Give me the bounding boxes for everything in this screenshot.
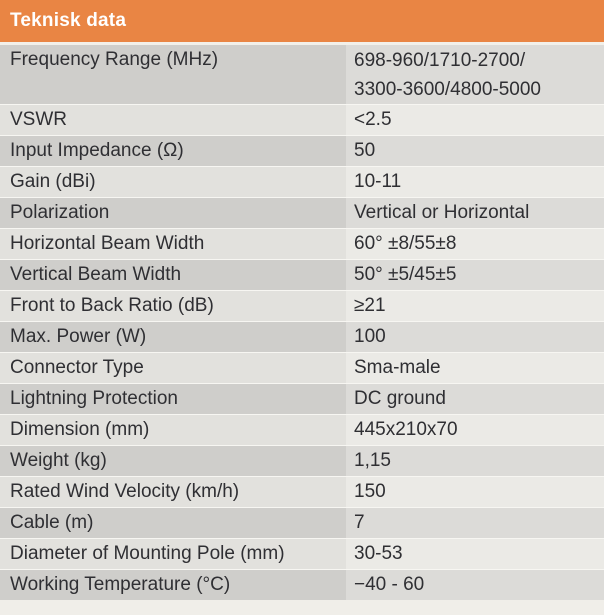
spec-row-gain — [0, 167, 604, 198]
spec-label: VSWR — [0, 105, 346, 136]
spec-row-dimension — [0, 415, 604, 446]
spec-row-connector-type — [0, 353, 604, 384]
spec-row-vswr — [0, 105, 604, 136]
spec-row-cable — [0, 508, 604, 539]
spec-label: Gain (dBi) — [0, 167, 346, 198]
spec-row-rated-wind-velocity — [0, 477, 604, 508]
spec-row-lightning-protection — [0, 384, 604, 415]
spec-row-front-to-back-ratio — [0, 291, 604, 322]
spec-row-horizontal-beam-width — [0, 229, 604, 260]
spec-row-input-impedance — [0, 136, 604, 167]
spec-value: 445x210x70 — [346, 415, 604, 446]
spec-value: −40 - 60 — [346, 570, 604, 601]
spec-label: Weight (kg) — [0, 446, 346, 477]
spec-value: 698-960/1710-2700/ 3300-3600/4800-5000 — [346, 45, 604, 105]
spec-label: Input Impedance (Ω) — [0, 136, 346, 167]
spec-value: 1,15 — [346, 446, 604, 477]
spec-value: 50 — [346, 136, 604, 167]
spec-label: Horizontal Beam Width — [0, 229, 346, 260]
spec-value: 100 — [346, 322, 604, 353]
spec-label: Max. Power (W) — [0, 322, 346, 353]
spec-value: 150 — [346, 477, 604, 508]
spec-row-polarization — [0, 198, 604, 229]
spec-row-vertical-beam-width — [0, 260, 604, 291]
spec-label: Dimension (mm) — [0, 415, 346, 446]
spec-value: 7 — [346, 508, 604, 539]
spec-value: <2.5 — [346, 105, 604, 136]
spec-value: Vertical or Horizontal — [346, 198, 604, 229]
section-header — [0, 0, 604, 45]
spec-value: Sma-male — [346, 353, 604, 384]
spec-label: Lightning Protection — [0, 384, 346, 415]
spec-label: Cable (m) — [0, 508, 346, 539]
spec-label: Polarization — [0, 198, 346, 229]
spec-value: 50° ±5/45±5 — [346, 260, 604, 291]
spec-row-weight — [0, 446, 604, 477]
spec-value: ≥21 — [346, 291, 604, 322]
spec-value: 30-53 — [346, 539, 604, 570]
section-title: Teknisk data — [10, 10, 127, 31]
spec-row-max-power — [0, 322, 604, 353]
spec-label: Rated Wind Velocity (km/h) — [0, 477, 346, 508]
spec-label: Frequency Range (MHz) — [0, 45, 346, 105]
spec-value: 60° ±8/55±8 — [346, 229, 604, 260]
spec-label: Connector Type — [0, 353, 346, 384]
spec-value: 10-11 — [346, 167, 604, 198]
spec-row-working-temperature — [0, 570, 604, 601]
spec-label: Diameter of Mounting Pole (mm) — [0, 539, 346, 570]
spec-row-mounting-pole-diameter — [0, 539, 604, 570]
spec-row-frequency-range — [0, 45, 604, 105]
spec-value: DC ground — [346, 384, 604, 415]
spec-label: Vertical Beam Width — [0, 260, 346, 291]
spec-label: Front to Back Ratio (dB) — [0, 291, 346, 322]
spec-table — [0, 45, 604, 600]
spec-label: Working Temperature (°C) — [0, 570, 346, 601]
